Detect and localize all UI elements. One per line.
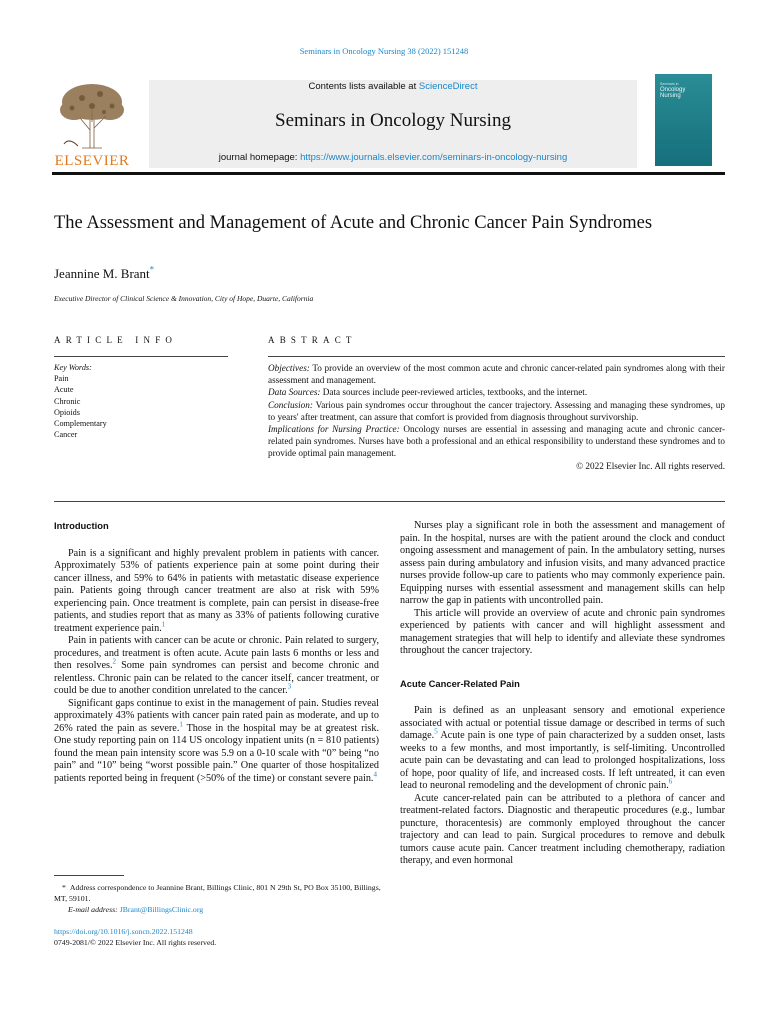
body-paragraph [54,548,379,636]
body-paragraph [400,705,725,793]
header-rule [52,172,725,175]
abstract-body [268,362,725,472]
abstract-rule [268,356,725,357]
contents-availability [149,81,637,92]
paragraph-text: Some pain syndromes can persist and become chronic and relentless. Chronic pain can be related to the cancer itself, cancer treatment, or could be due to another condition unrelated to the cancer. [54,660,379,696]
article-info-heading: ARTICLE INFO [54,335,178,345]
keywords-label: Key Words: [54,363,92,372]
abstract-conclusion [268,399,725,423]
issn-copyright: 0749-2081/© 2022 Elsevier Inc. All rights reserved. [54,938,217,947]
conclusion-label: Conclusion: [268,399,313,410]
doi-block [54,926,384,948]
implications-text: Oncology nurses are essential in assessing and managing acute and chronic cancer-related pain syndromes. Nurses have both a professional and an ethical responsibility to understand these syndromes and to provide optimal pain management. [268,424,726,459]
author-affiliation: Executive Director of Clinical Science & Innovation, City of Hope, Duarte, California [54,294,314,303]
journal-cover-thumbnail[interactable] [655,74,712,166]
keyword-item: Chronic [54,396,81,406]
data-sources-label: Data Sources: [268,387,321,398]
cover-small-text: Seminars in [660,82,679,86]
author-footnote-link[interactable]: * [149,264,155,275]
body-paragraph: Acute cancer-related pain can be attributed to a plethora of cancer and treatment-related factors. Diagnostic and therapeutic procedures (e.g., lumbar puncture, thoracentesis) are commonly employed throughout the cancer trajectory and can lead to pain. Surgical procedures to remove and debulk tumors cause acute pain. Cancer treatment including chemotherapy, radiation therapy, and even hormonal [400,792,725,866]
citation-link[interactable]: 1 [161,620,166,629]
email-link[interactable]: JBrant@BillingsClinic.org [119,905,204,914]
citation-link[interactable]: 6 [668,777,673,786]
author-name: Jeannine M. Brant [54,266,150,281]
body-paragraph: This article will provide an overview of acute and chronic pain syndromes experienced by patients with cancer and will highlight assessment and management strategies that will help to identify and alleviate these syndromes throughout the cancer trajectory. [400,607,725,656]
introduction-heading: Introduction [54,520,109,531]
keywords-block [54,362,224,440]
body-column-left [54,520,379,785]
publisher-name: ELSEVIER [54,153,130,169]
homepage-prefix: journal homepage: [218,152,301,163]
cover-title-1: Oncology [660,87,686,93]
paragraph-text: Significant gaps continue to exist in the management of pain. Studies reveal approximately 43% patients with cancer pain rated pain as moderate, and up to 26% rated the pain as severe. [54,697,379,734]
journal-citation[interactable]: Seminars in Oncology Nursing 38 (2022) 151248 [299,46,469,56]
keyword-item: Cancer [54,430,78,440]
abstract-data-sources [268,386,725,398]
journal-title: Seminars in Oncology Nursing [275,110,511,131]
correspondence-footnote [54,882,384,915]
paragraph-text: Pain is a significant and highly prevalent problem in patients with cancer. Approximately 53% of patients experience pain at some point during their cancer illness, and 59% to 64% in patients with metastatic disease experience pain. Patients going through cancer treatment are also at risk with 59% experiencing pain. Once treatment is complete, pain can persist in disease-free patients, and studies report that as many as 33% of patients following curative treatment experience pain. [54,547,379,634]
paragraph-text: Pain is defined as an unpleasant sensory and emotional experience associated with actual or potential tissue damage or described in terms of such damage. [400,705,725,741]
abstract-bottom-rule [54,501,725,502]
acute-pain-heading: Acute Cancer-Related Pain [400,677,520,689]
body-paragraph [54,698,379,786]
paragraph-text: Acute pain is one type of pain characterized by a sudden onset, lasts weeks to a few months, and most importantly, is self-limiting. Uncontrolled acute pain can be devastating and can lead to prolonged hospitalizations, loss of hope, poor quality of life, and increased costs. If left untreated, it can even lead to neuronal remodeling and the development of chronic pain. [400,730,725,791]
cover-title-2: Nursing [660,93,681,99]
keyword-item: Acute [54,385,74,395]
citation-link[interactable]: 1 [179,720,183,729]
journal-homepage [149,152,637,163]
keyword-item: Pain [54,374,69,384]
email-label: E-mail address: [68,905,120,914]
elsevier-tree-icon [52,80,132,150]
objectives-text: To provide an overview of the most common acute and chronic cancer-related pain syndromes along with their assessment and management. [268,363,725,386]
keyword-item: Opioids [54,407,80,417]
article-title: The Assessment and Management of Acute and Chronic Cancer Pain Syndromes [54,213,653,233]
body-paragraph: Nurses play a significant role in both the assessment and management of pain. In the hospital, nurses are with the patient around the clock and conduct ongoing assessment and management of pain. In the ambulatory setting, nurses assess pain during ambulatory and infusion visits, and many advanced practice nurses provide follow-up care to patients who may commonly experience pain. Equipping nurses with essential assessment and management skills can help narrow the gap in patients with uncontrolled pain. [400,520,725,606]
doi-link[interactable]: https://doi.org/10.1016/j.soncn.2022.151248 [54,927,193,936]
citation-link[interactable]: 5 [434,727,438,736]
footnote-rule [54,875,124,876]
paragraph-text: Pain in patients with cancer can be acute or chronic. Pain related to surgery, procedures, and treatment is often acute. Acute pain lasts 6 months or less and then resolves. [54,635,379,671]
objectives-label: Objectives: [268,363,310,373]
citation-link[interactable]: 2 [112,657,117,666]
implications-label: Implications for Nursing Practice: [268,424,400,435]
abstract-objectives [268,362,725,386]
keyword-item: Complementary [54,419,107,429]
body-paragraph [54,635,379,698]
abstract-copyright: © 2022 Elsevier Inc. All rights reserved. [576,460,725,471]
author-line [54,266,154,282]
abstract-implications [268,423,725,460]
homepage-link[interactable]: https://www.journals.elsevier.com/seminars-in-oncology-nursing [300,152,568,163]
citation-link[interactable]: 3 [287,682,292,691]
sciencedirect-link[interactable]: ScienceDirect [418,81,478,92]
citation-link[interactable]: 4 [373,770,377,779]
paragraph-text: Those in the hospital may be at greatest risk. One study reporting pain on 114 US oncology inpatient units (n = 810 patients) found the mean pain intensity score was 5.9 on a 0-10 scale with “0” being “no pain” and “10” being “worst possible pain.” One quarter of those hospitalized patients reported being in frequent (>50% of the time) or constant severe pain. [54,722,379,784]
article-info-rule [54,356,228,357]
elsevier-logo [52,80,132,169]
conclusion-text: Various pain syndromes occur throughout the cancer trajectory. Assessing and managing these syndromes, up to years' after treatment, can assure that comfort is provided from diagnosis throughout survivorship. [268,399,725,422]
footnote-mark: * [62,883,66,892]
footnote-text: Address correspondence to Jeannine Brant, Billings Clinic, 801 N 29th St, PO Box 35100, Billings, MT, 59101. [54,883,381,903]
abstract-heading: ABSTRACT [268,335,357,345]
body-column-right [400,520,725,868]
contents-prefix: Contents lists available at [308,81,419,92]
data-sources-text: Data sources include peer-reviewed articles, textbooks, and the internet. [322,387,588,398]
